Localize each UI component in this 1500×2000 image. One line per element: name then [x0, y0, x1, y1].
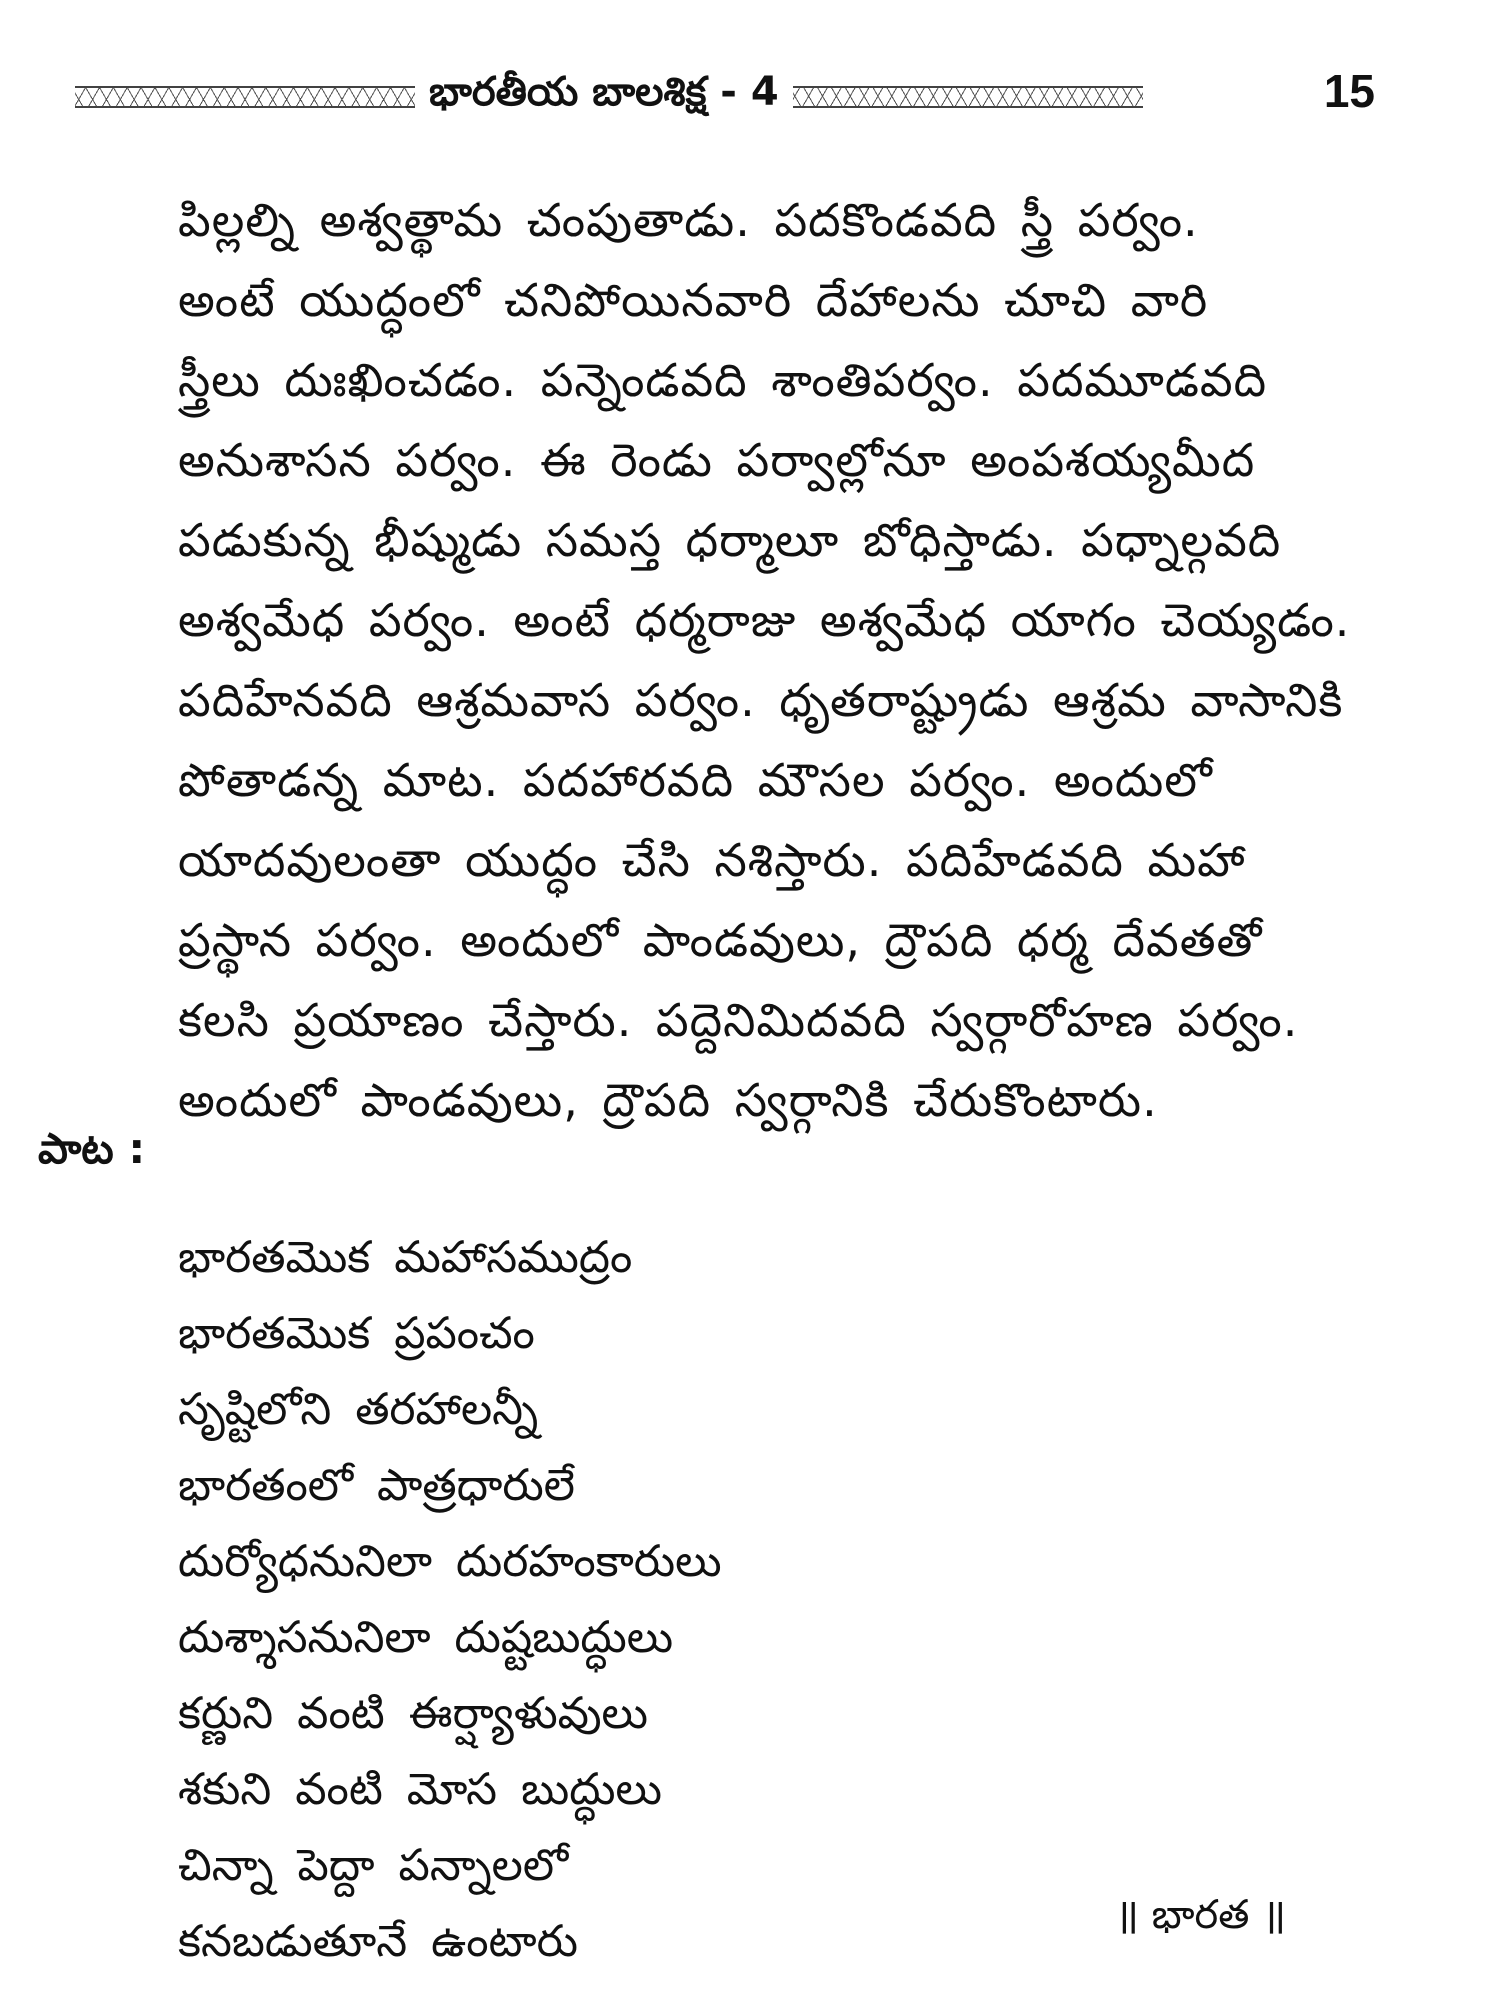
prose-line: పోతాడన్న మాట. పదహారవది మౌసల పర్వం. అందులో	[178, 753, 1213, 807]
prose-line: అంటే యుద్ధంలో చనిపోయినవారి దేహాలను చూచి వారి	[178, 273, 1209, 327]
prose-line: అశ్వమేధ పర్వం. అంటే ధర్మరాజు అశ్వమేధ యాగం చెయ్యడం.	[178, 593, 1351, 647]
song-line: భారతమొక మహాసముద్రం	[178, 1232, 633, 1283]
song-line: శకుని వంటి మోస బుద్ధులు	[178, 1764, 662, 1815]
song-verse	[178, 1220, 1378, 1980]
page-header	[75, 62, 1375, 132]
prose-line: స్త్రీలు దుఃఖించడం. పన్నెండవది శాంతిపర్వం. పదమూడవది	[178, 353, 1268, 407]
prose-line: కలసి ప్రయాణం చేస్తారు. పద్దెనిమిదవది స్వర్గారోహణ పర్వం.	[178, 993, 1299, 1047]
prose-line: పడుకున్న భీష్ముడు సమస్త ధర్మాలూ బోధిస్తాడు. పధ్నాల్గవది	[178, 513, 1282, 567]
page-number: 15	[1323, 65, 1375, 117]
song-line: భారతంలో పాత్రధారులే	[178, 1460, 575, 1511]
book-title: భారతీయ బాలశిక్ష - 4	[429, 69, 779, 115]
song-line: కనబడుతూనే ఉంటారు	[178, 1916, 578, 1967]
prose-line: యాదవులంతా యుద్ధం చేసి నశిస్తారు. పదిహేడవది మహా	[178, 833, 1246, 887]
prose-line: అందులో పాండవులు, ద్రౌపది స్వర్గానికి చేరుకొంటారు.	[178, 1073, 1158, 1127]
prose-line: అనుశాసన పర్వం. ఈ రెండు పర్వాల్లోనూ అంపశయ్యమీద	[178, 433, 1256, 487]
prose-line: పిల్లల్ని అశ్వత్థామ చంపుతాడు. పదకొండవది స్త్రీ పర్వం.	[178, 193, 1199, 247]
song-line: భారతమొక ప్రపంచం	[178, 1308, 535, 1359]
song-heading: పాట :	[38, 1124, 146, 1173]
song-line: దుశ్శాసనునిలా దుష్టబుద్ధులు	[178, 1612, 674, 1663]
song-line: దుర్యోధనునిలా దురహంకారులు	[178, 1536, 722, 1587]
song-line: చిన్నా పెద్దా పన్నాలలో	[178, 1840, 569, 1891]
song-line: సృష్టిలోని తరహాలన్నీ	[178, 1384, 539, 1435]
prose-line: ప్రస్థాన పర్వం. అందులో పాండవులు, ద్రౌపది ధర్మ దేవతతో	[178, 913, 1263, 967]
header-ornament-left	[75, 86, 415, 108]
header-ornament-right	[793, 86, 1143, 108]
prose-paragraph	[178, 180, 1378, 1140]
song-refrain: ॥ భారత ॥	[1115, 1892, 1287, 1938]
prose-line: పదిహేనవది ఆశ్రమవాస పర్వం. ధృతరాష్ట్రుడు ఆశ్రమ వాసానికి	[178, 673, 1344, 727]
song-line: కర్ణుని వంటి ఈర్ష్యాళువులు	[178, 1688, 648, 1739]
